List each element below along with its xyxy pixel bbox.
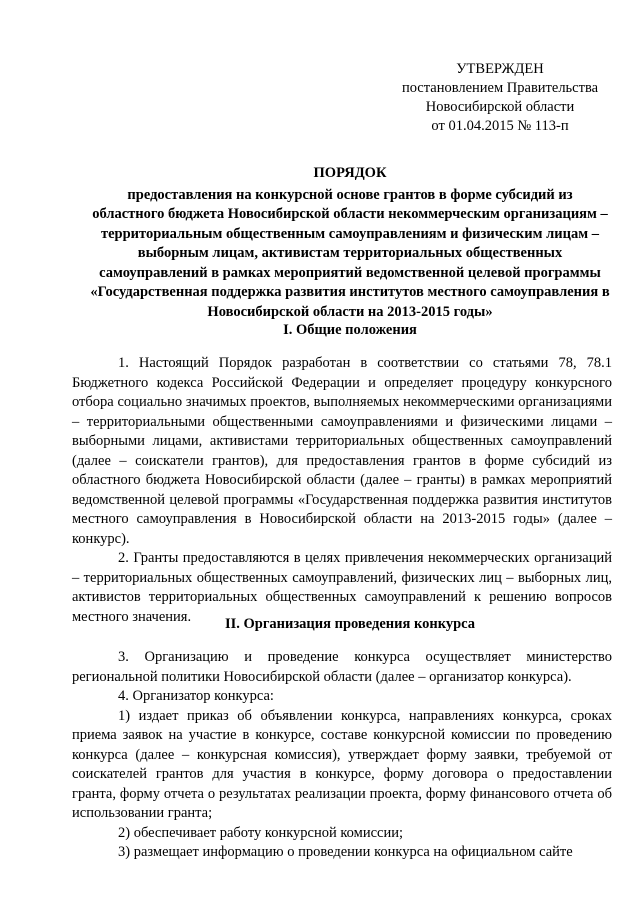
approval-line-region: Новосибирской области: [425, 99, 575, 115]
approval-stamp: [390, 60, 610, 136]
paragraph-4-item-3: 3) размещает информацию о проведении конкурса на официальном сайте: [118, 844, 573, 860]
paragraph-4-item-1: 1) издает приказ об объявлении конкурса, направлениях конкурса, сроках приема заявок на участие в конкурсе, составе конкурсной комиссии по проведению конкурса (далее – конкурсная комиссия), утверждает форму заявки, требуемой от соискателей грантов для участия в конкурсе, форму договора о предоставлении гранта, форму отчета о результатах реализации проекта, форму финансового отчета об использовании гранта;: [72, 707, 612, 821]
paragraph-4: 4. Организатор конкурса:: [118, 688, 274, 704]
document-title: ПОРЯДОК: [313, 165, 387, 181]
document-subtitle: предоставления на конкурсной основе грантов в форме субсидий из областного бюджета Новосибирской области некоммерческим организациям – территориальным общественным самоуправлениям и физическим лицам – выборным лицам, активистам территориальных общественных самоуправлений в рамках мероприятий ведомственной целевой программы «Государственная поддержка развития институтов местного самоуправления в Новосибирской области на 2013-2015 годы»: [90, 186, 610, 320]
section-heading-organization: II. Организация проведения конкурса: [224, 616, 476, 632]
paragraph-1: 1. Настоящий Порядок разработан в соответствии со статьями 78, 78.1 Бюджетного кодекса Российской Федерации и определяет процедуру конкурсного отбора социально значимых проектов, выполняемых некоммерческими организациями – территориальными общественными самоуправлениями и физическими лицами – выборными лицами, активистами территориальных общественных самоуправлений (далее – соискатели грантов), для предоставления грантов в форме субсидий из областного бюджета Новосибирской области (далее – гранты) в рамках мероприятий ведомственной целевой программы «Государственная поддержка развития институтов местного самоуправления в Новосибирской области на 2013-2015 годы» (далее – конкурс).: [72, 355, 612, 547]
paragraph-2: 2. Гранты предоставляются в целях привлечения некоммерческих организаций – территориальных общественных самоуправлений, физических лиц – выборных лиц, активистов территориальных общественных самоуправлений к решению вопросов местного значения.: [72, 550, 612, 625]
approval-line-date-number: от 01.04.2015 № 113-п: [431, 118, 569, 134]
approval-line-approved: УТВЕРЖДЕН: [456, 61, 544, 77]
section-heading-general: I. Общие положения: [283, 322, 417, 338]
section-organization-body: [72, 648, 612, 863]
document-title-block: [90, 164, 610, 322]
section-general-body: [72, 354, 612, 627]
paragraph-3: 3. Организацию и проведение конкурса осуществляет министерство региональной политики Новосибирской области (далее – организатор конкурса).: [72, 649, 612, 685]
paragraph-4-item-2: 2) обеспечивает работу конкурсной комиссии;: [118, 824, 404, 841]
approval-line-resolution: постановлением Правительства: [401, 80, 599, 96]
